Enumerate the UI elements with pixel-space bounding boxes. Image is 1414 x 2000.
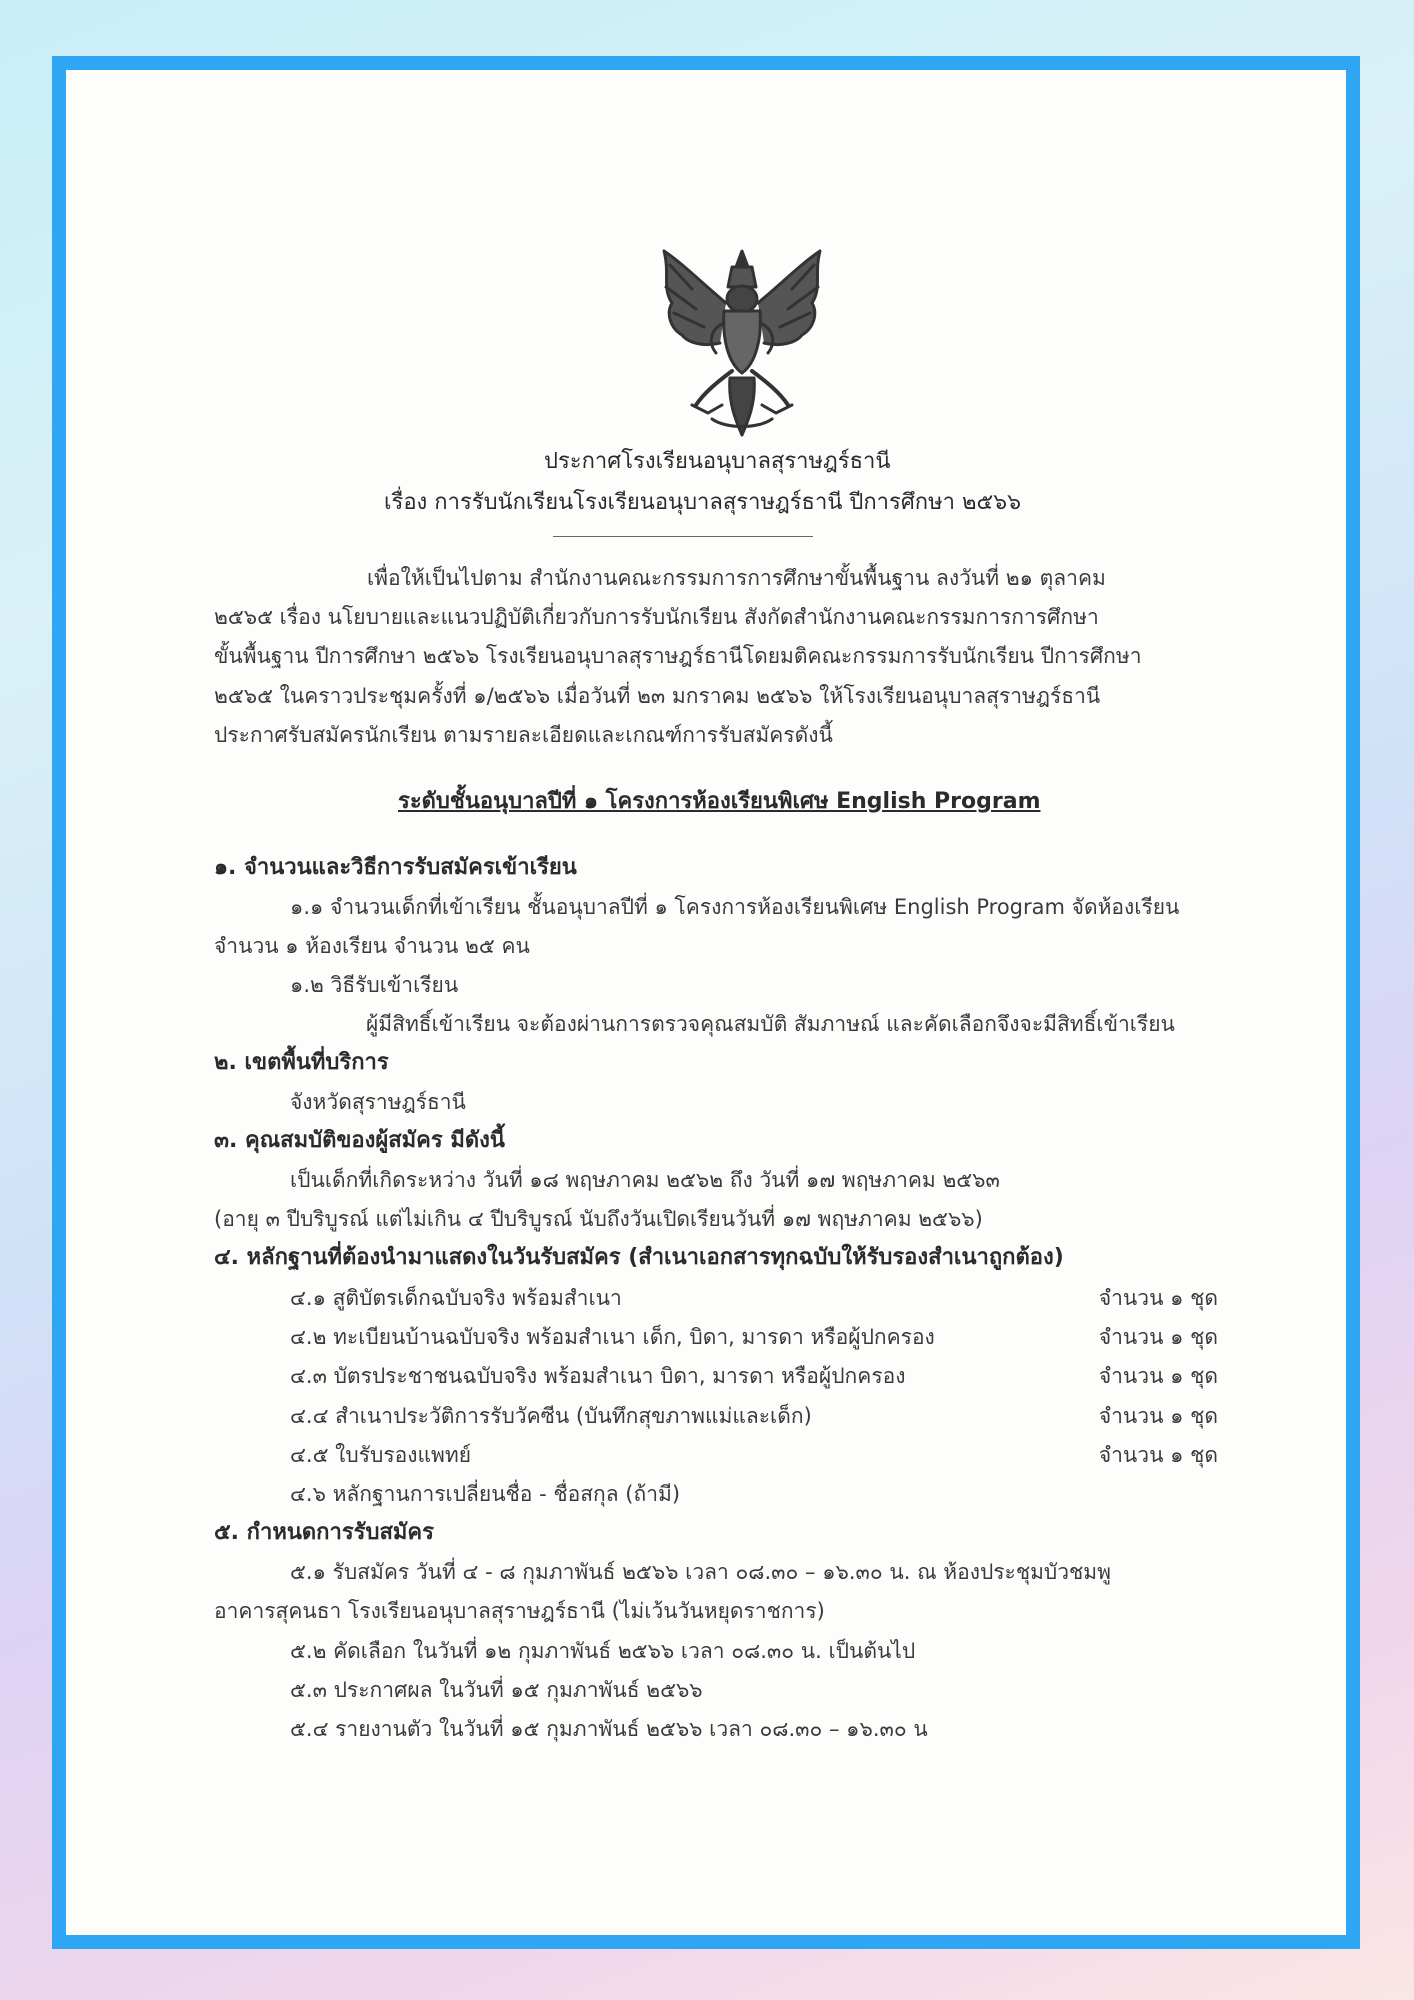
document-item-qty: จำนวน ๑ ชุด (1098, 1443, 1218, 1467)
section-1-line: ผู้มีสิทธิ์เข้าเรียน จะต้องผ่านการตรวจคุณสมบัติ สัมภาษณ์ และคัดเลือกจึงจะมีสิทธิ์เข้าเรียน (366, 1012, 1175, 1036)
section-3-line: (อายุ ๓ ปีบริบูรณ์ แต่ไม่เกิน ๔ ปีบริบูรณ์ นับถึงวันเปิดเรียนวันที่ ๑๗ พฤษภาคม ๒๕๖๖) (214, 1207, 983, 1231)
section-1-line: ๑.๑ จำนวนเด็กที่เข้าเรียน ชั้นอนุบาลปีที่ ๑ โครงการห้องเรียนพิเศษ English Program จัดห้องเรียน (290, 895, 1180, 919)
section-5-line: ๕.๑ รับสมัคร วันที่ ๔ - ๘ กุมภาพันธ์ ๒๕๖๖ เวลา ๐๘.๓๐ – ๑๖.๓๐ น. ณ ห้องประชุมบัวชมพู (290, 1560, 1111, 1584)
document-frame (52, 56, 1360, 1949)
document-paper (66, 70, 1346, 1935)
intro-line: ประกาศรับสมัครนักเรียน ตามรายละเอียดและเกณฑ์การรับสมัครดังนี้ (214, 723, 833, 747)
section-3-heading: ๓. คุณสมบัติของผู้สมัคร มีดังนี้ (214, 1128, 505, 1153)
document-item-qty: จำนวน ๑ ชุด (1098, 1364, 1218, 1388)
document-item-qty: จำนวน ๑ ชุด (1098, 1404, 1218, 1428)
intro-line: ขั้นพื้นฐาน ปีการศึกษา ๒๕๖๖ โรงเรียนอนุบาลสุราษฎร์ธานีโดยมติคณะกรรมการรับนักเรียน ปีการศึกษา (214, 644, 1142, 668)
section-4-heading: ๔. หลักฐานที่ต้องนำมาแสดงในวันรับสมัคร (สำเนาเอกสารทุกฉบับให้รับรองสำเนาถูกต้อง) (214, 1245, 1064, 1270)
section-2-line: จังหวัดสุราษฎร์ธานี (290, 1090, 466, 1114)
section-5-line: ๕.๒ คัดเลือก ในวันที่ ๑๒ กุมภาพันธ์ ๒๕๖๖ เวลา ๐๘.๓๐ น. เป็นต้นไป (290, 1639, 916, 1663)
section-5-line: ๕.๔ รายงานตัว ในวันที่ ๑๕ กุมภาพันธ์ ๒๕๖๖ เวลา ๐๘.๓๐ – ๑๖.๓๐ น (290, 1717, 928, 1741)
intro-line: ๒๕๖๕ เรื่อง นโยบายและแนวปฏิบัติเกี่ยวกับการรับนักเรียน สังกัดสำนักงานคณะกรรมการการศึกษา (214, 605, 1099, 629)
section-5-line: ๕.๓ ประกาศผล ในวันที่ ๑๕ กุมภาพันธ์ ๒๕๖๖ (290, 1678, 703, 1702)
document-item-qty: จำนวน ๑ ชุด (1098, 1286, 1218, 1310)
document-item: ๔.๓ บัตรประชาชนฉบับจริง พร้อมสำเนา บิดา, มารดา หรือผู้ปกครอง (290, 1364, 906, 1388)
document-item: ๔.๔ สำเนาประวัติการรับวัคซีน (บันทึกสุขภาพแม่และเด็ก) (290, 1404, 812, 1428)
document-item: ๔.๕ ใบรับรองแพทย์ (290, 1443, 472, 1467)
title-divider (553, 536, 813, 537)
garuda-emblem-icon (652, 243, 832, 443)
section-5-heading: ๕. กำหนดการรับสมัคร (214, 1520, 434, 1545)
section-1-heading: ๑. จำนวนและวิธีการรับสมัครเข้าเรียน (214, 855, 577, 880)
section-1-line: จำนวน ๑ ห้องเรียน จำนวน ๒๕ คน (214, 934, 530, 958)
document-item: ๔.๖ หลักฐานการเปลี่ยนชื่อ - ชื่อสกุล (ถ้ามี) (290, 1482, 681, 1506)
intro-line: ๒๕๖๕ ในคราวประชุมครั้งที่ ๑/๒๕๖๖ เมื่อวันที่ ๒๓ มกราคม ๒๕๖๖ ให้โรงเรียนอนุบาลสุราษฎร์ธานี (214, 684, 1101, 708)
document-item-qty: จำนวน ๑ ชุด (1098, 1325, 1218, 1349)
document-item: ๔.๑ สูติบัตรเด็กฉบับจริง พร้อมสำเนา (290, 1286, 622, 1310)
level-title: ระดับชั้นอนุบาลปีที่ ๑ โครงการห้องเรียนพิเศษ English Program (398, 789, 1041, 814)
document-item: ๔.๒ ทะเบียนบ้านฉบับจริง พร้อมสำเนา เด็ก, บิดา, มารดา หรือผู้ปกครอง (290, 1325, 935, 1349)
section-5-line: อาคารสุคนธา โรงเรียนอนุบาลสุราษฎร์ธานี (ไม่เว้นวันหยุดราชการ) (214, 1599, 825, 1623)
section-3-line: เป็นเด็กที่เกิดระหว่าง วันที่ ๑๘ พฤษภาคม ๒๕๖๒ ถึง วันที่ ๑๗ พฤษภาคม ๒๕๖๓ (290, 1168, 1000, 1192)
section-2-heading: ๒. เขตพื้นที่บริการ (214, 1050, 389, 1075)
subject-title: เรื่อง การรับนักเรียนโรงเรียนอนุบาลสุราษฎร์ธานี ปีการศึกษา ๒๕๖๖ (384, 490, 1022, 515)
intro-line: เพื่อให้เป็นไปตาม สำนักงานคณะกรรมการการศึกษาขั้นพื้นฐาน ลงวันที่ ๒๑ ตุลาคม (367, 566, 1106, 590)
section-1-line: ๑.๒ วิธีรับเข้าเรียน (290, 973, 459, 997)
issuer-title: ประกาศโรงเรียนอนุบาลสุราษฎร์ธานี (544, 449, 891, 474)
